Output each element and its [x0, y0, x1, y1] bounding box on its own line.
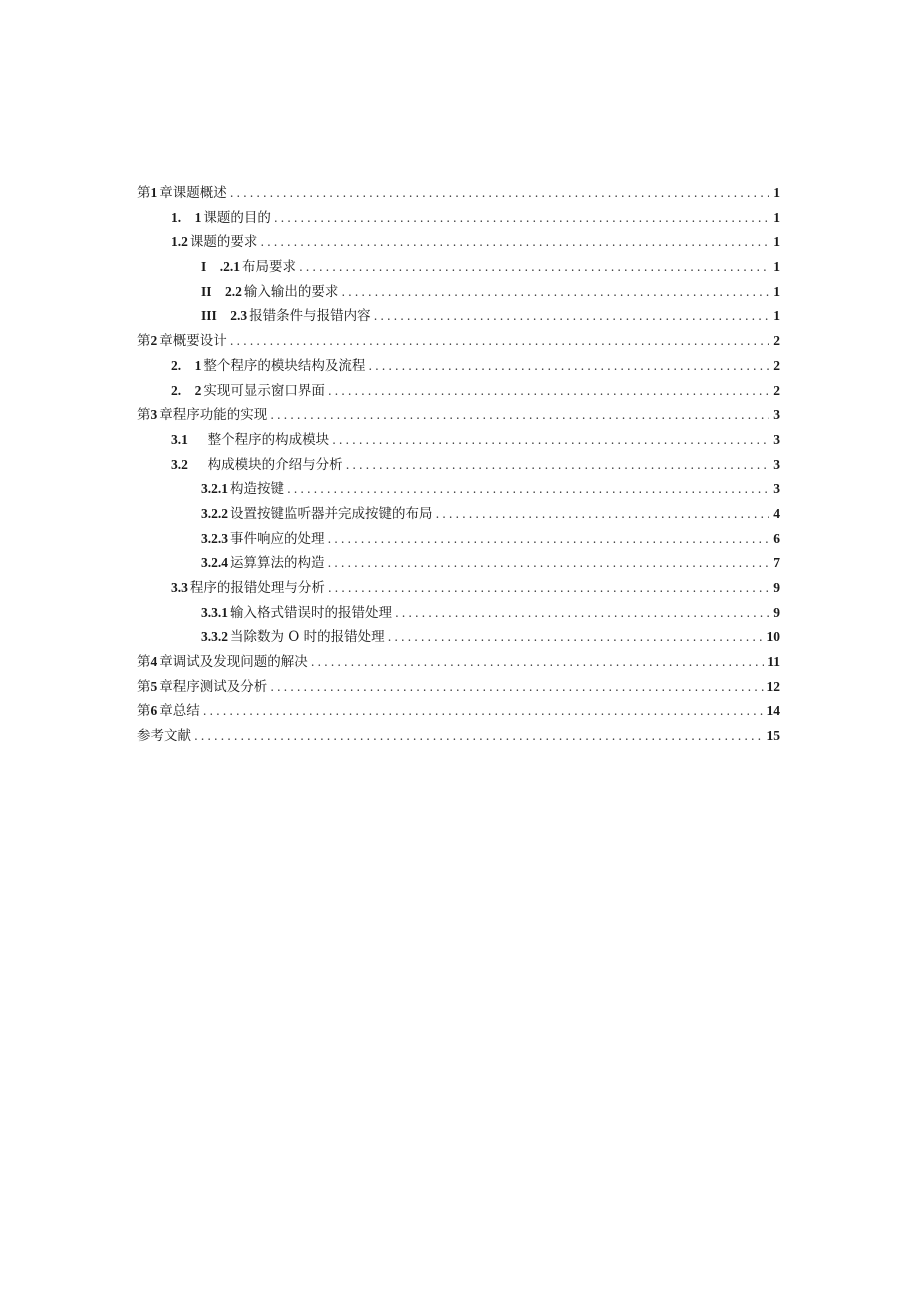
- toc-entry-title: 章课题概述: [159, 185, 227, 201]
- toc-entry-number: 3.3.1: [201, 604, 228, 620]
- dot-leader: [346, 458, 769, 472]
- toc-entry-number: III 2.3: [201, 308, 248, 324]
- dot-leader: [328, 532, 770, 546]
- dot-leader: [274, 211, 769, 225]
- toc-entry-page: 1: [773, 209, 780, 225]
- toc-entry-prefix: 第: [137, 678, 151, 695]
- toc-entry-title: 课题的目的: [203, 209, 271, 226]
- toc-entry-page: 1: [773, 283, 780, 299]
- toc-entry-title: 章程序测试及分析: [159, 678, 268, 695]
- toc-entry-prefix: 第: [137, 333, 151, 350]
- toc-entry-number: II 2.2: [201, 283, 242, 299]
- toc-entry-title: 事件响应的处理: [230, 530, 325, 547]
- dot-leader: [260, 235, 769, 249]
- dot-leader: [395, 606, 769, 620]
- toc-entry-number: 4: [150, 654, 158, 670]
- toc-entry-number: 3.1: [171, 431, 188, 447]
- toc-entry-number: 3.2.1: [201, 481, 228, 497]
- table-of-contents: [137, 181, 780, 749]
- toc-entry-page: 11: [767, 654, 780, 670]
- toc-entry-title: 参考文献: [137, 728, 191, 745]
- dot-leader: [203, 704, 764, 718]
- toc-entry-page: 1: [773, 259, 780, 275]
- toc-entry-title: 章总结: [159, 703, 200, 720]
- toc-entry-chapter-1[interactable]: [137, 181, 780, 206]
- dot-leader: [270, 408, 769, 422]
- dot-leader: [230, 186, 769, 200]
- toc-entry-title: 输入输出的要求: [243, 283, 339, 300]
- toc-entry-title: 布局要求: [242, 259, 297, 276]
- toc-entry-page: 3: [773, 407, 780, 423]
- toc-entry-chapter-5[interactable]: [137, 675, 780, 700]
- toc-entry-number: 1. 1: [171, 209, 202, 225]
- toc-entry-page: 2: [773, 333, 780, 349]
- dot-leader: [328, 384, 769, 398]
- toc-entry-number: I .2.1: [201, 259, 241, 275]
- toc-entry-section-3-3-2[interactable]: [137, 625, 780, 650]
- toc-entry-section-1-2-1[interactable]: [137, 255, 780, 280]
- toc-entry-section-3-2-3[interactable]: [137, 527, 780, 552]
- toc-entry-chapter-3[interactable]: [137, 403, 780, 428]
- toc-entry-section-1-2[interactable]: [137, 230, 780, 255]
- toc-entry-number: 3.2.2: [201, 505, 228, 521]
- toc-entry-number: 3.3.2: [201, 629, 228, 645]
- toc-entry-number: 3.2: [171, 456, 188, 472]
- toc-entry-number: 3.2.3: [201, 530, 228, 546]
- toc-entry-references[interactable]: [137, 724, 780, 749]
- toc-entry-title: 整个程序的构成模块: [189, 431, 330, 448]
- toc-entry-number: 1.2: [171, 234, 188, 250]
- toc-entry-chapter-4[interactable]: [137, 650, 780, 675]
- toc-entry-page: 2: [773, 357, 780, 373]
- toc-entry-title: 设置按键监听器并完成按键的布局: [230, 505, 433, 522]
- toc-entry-number: 2: [150, 333, 158, 349]
- dot-leader: [230, 334, 769, 348]
- dot-leader: [368, 359, 769, 373]
- toc-entry-page: 2: [773, 382, 780, 398]
- toc-entry-number: 5: [150, 678, 158, 694]
- toc-entry-title: 构造按键: [230, 481, 284, 498]
- toc-entry-number: 2. 1: [171, 357, 202, 373]
- toc-entry-prefix: 第: [137, 407, 151, 424]
- toc-entry-number: 3.3: [171, 580, 188, 595]
- toc-entry-section-1-2-3[interactable]: [137, 304, 780, 329]
- toc-entry-section-1-1[interactable]: [137, 206, 780, 231]
- toc-entry-page: 7: [773, 555, 780, 571]
- dot-leader: [341, 285, 769, 299]
- toc-entry-section-3-1[interactable]: [137, 428, 780, 453]
- toc-entry-page: 9: [773, 580, 780, 595]
- toc-entry-page: 4: [773, 505, 780, 521]
- toc-entry-page: 15: [766, 728, 780, 744]
- dot-leader: [270, 680, 763, 694]
- toc-entry-number: 3: [150, 407, 158, 423]
- dot-leader: [332, 433, 769, 447]
- toc-entry-title: 章概要设计: [159, 333, 227, 350]
- toc-entry-title: 运算算法的构造: [230, 555, 325, 572]
- toc-entry-section-2-2[interactable]: [137, 379, 780, 404]
- toc-entry-number: 3.2.4: [201, 555, 228, 571]
- dot-leader: [436, 507, 770, 521]
- toc-entry-page: 1: [773, 234, 780, 250]
- dot-leader: [328, 556, 770, 570]
- toc-entry-page: 14: [766, 703, 780, 719]
- toc-entry-section-2-1[interactable]: [137, 354, 780, 379]
- toc-entry-page: 3: [773, 456, 780, 472]
- toc-entry-page: 12: [766, 678, 780, 694]
- toc-entry-page: 10: [766, 629, 780, 645]
- toc-entry-title: 报错条件与报错内容: [249, 308, 371, 325]
- toc-entry-section-3-3-1[interactable]: [137, 601, 780, 626]
- dot-leader: [299, 260, 769, 274]
- toc-entry-number: 6: [150, 703, 158, 719]
- dot-leader: [374, 309, 769, 323]
- toc-entry-section-3-2[interactable]: [137, 453, 780, 478]
- toc-entry-page: 1: [773, 185, 780, 200]
- toc-entry-prefix: 第: [137, 185, 151, 201]
- dot-leader: [194, 729, 764, 743]
- toc-entry-number: 1: [150, 185, 158, 200]
- toc-entry-page: 3: [773, 431, 780, 447]
- toc-entry-title: 程序的报错处理与分析: [189, 580, 325, 596]
- toc-entry-section-3-2-4[interactable]: [137, 551, 780, 576]
- toc-entry-title: 整个程序的模块结构及流程: [203, 357, 366, 374]
- toc-entry-prefix: 第: [137, 654, 151, 671]
- toc-entry-prefix: 第: [137, 703, 151, 720]
- toc-entry-title: 当除数为 O 时的报错处理: [230, 629, 385, 646]
- toc-entry-page: 3: [773, 481, 780, 497]
- dot-leader: [328, 581, 769, 595]
- toc-entry-title: 章程序功能的实现: [159, 407, 268, 424]
- dot-leader: [388, 630, 764, 644]
- toc-entry-section-1-2-2[interactable]: [137, 280, 780, 305]
- toc-entry-section-3-2-1[interactable]: [137, 477, 780, 502]
- dot-leader: [311, 655, 764, 669]
- toc-entry-chapter-6[interactable]: [137, 699, 780, 724]
- toc-entry-title: 构成模块的介绍与分析: [189, 456, 343, 473]
- toc-entry-chapter-2[interactable]: [137, 329, 780, 354]
- toc-entry-page: 6: [773, 530, 780, 546]
- toc-entry-title: 课题的要求: [189, 234, 258, 251]
- dot-leader: [287, 482, 769, 496]
- toc-entry-page: 9: [773, 604, 780, 620]
- toc-entry-number: 2. 2: [171, 382, 202, 398]
- toc-entry-page: 1: [773, 308, 780, 324]
- toc-entry-title: 实现可显示窗口界面: [203, 382, 325, 399]
- toc-entry-title: 章调试及发现问题的解决: [159, 654, 308, 671]
- toc-entry-title: 输入格式错误时的报错处理: [230, 604, 392, 621]
- toc-entry-section-3-3[interactable]: [137, 576, 780, 601]
- toc-entry-section-3-2-2[interactable]: [137, 502, 780, 527]
